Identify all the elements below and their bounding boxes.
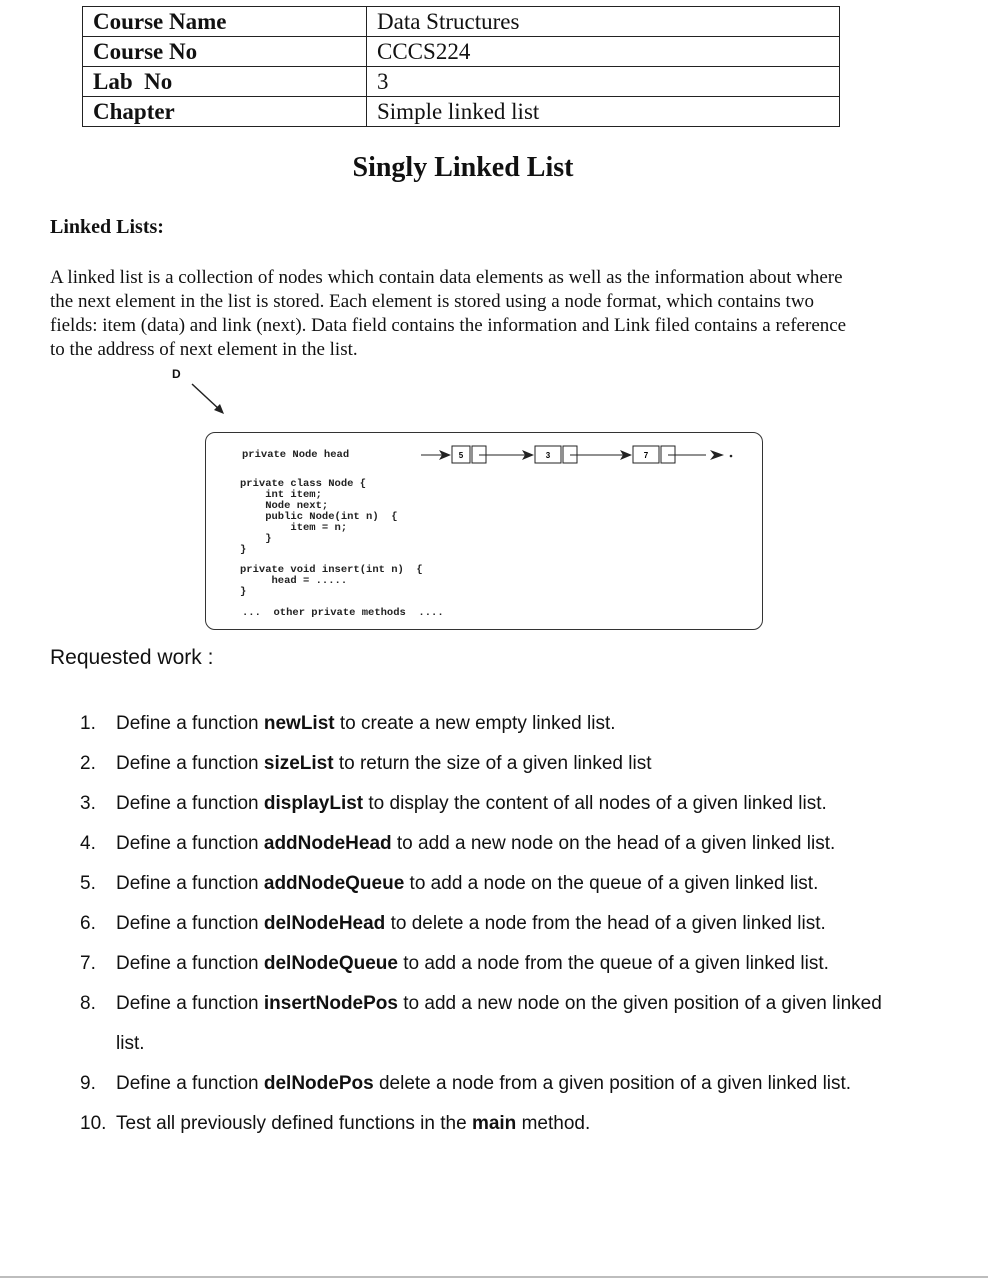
- section-heading: Linked Lists:: [50, 216, 164, 238]
- list-item: 10. Test all previously defined functions in the main method.: [80, 1113, 591, 1134]
- course-info-table: [82, 6, 840, 127]
- other-methods-code: ... other private methods ....: [242, 607, 444, 619]
- list-item: 3. Define a function displayList to display the content of all nodes of a given linked list.: [80, 793, 827, 814]
- course-no-label: Course No: [83, 37, 367, 67]
- intro-paragraph: A linked list is a collection of nodes which contain data elements as well as the information about where the next element in the list is stored. Each element is stored using a node format, which contains two fields: item (data) and link (next). Data field contains the information and Link filed contains a reference to the address of next element in the list.: [50, 267, 847, 360]
- insert-method-code: private void insert(int n) { head = ..... }: [240, 564, 423, 598]
- list-item: 8. Define a function insertNodePos to add a new node on the given position of a given linked list.: [80, 993, 882, 1054]
- table-row: [83, 7, 840, 37]
- task-list: [80, 704, 890, 1144]
- list-item: 2. Define a function sizeList to return the size of a given linked list: [80, 753, 652, 774]
- chapter-label: Chapter: [83, 97, 367, 127]
- course-name-label: Course Name: [83, 7, 367, 37]
- course-no-value: CCCS224: [367, 37, 840, 67]
- null-arrow-icon: [710, 450, 724, 460]
- node-class-code: private class Node { int item; Node next; public Node(int n) { item = n; } }: [240, 478, 398, 556]
- diagram-label: D: [172, 367, 181, 381]
- list-item: 9. Define a function delNodePos delete a node from a given position of a given linked list.: [80, 1073, 852, 1094]
- lab-no-label: Lab No: [83, 67, 367, 97]
- list-item: 1. Define a function newList to create a new empty linked list.: [80, 713, 616, 734]
- table-row: [83, 97, 840, 127]
- table-row: [83, 37, 840, 67]
- list-item: 6. Define a function delNodeHead to delete a node from the head of a given linked list.: [80, 913, 826, 934]
- list-item: 5. Define a function addNodeQueue to add a node on the queue of a given linked list.: [80, 873, 819, 894]
- list-item: 4. Define a function addNodeHead to add a new node on the head of a given linked list.: [80, 833, 836, 854]
- node-3-value: 7: [643, 451, 649, 460]
- chapter-value: Simple linked list: [367, 97, 840, 127]
- list-item: 7. Define a function delNodeQueue to add a node from the queue of a given linked list.: [80, 953, 829, 974]
- head-declaration: private Node head: [242, 449, 350, 461]
- node-2-value: 3: [545, 451, 551, 460]
- code-diagram-box: [205, 432, 763, 630]
- page-bottom-divider: [0, 1276, 988, 1278]
- node-1-value: 5: [458, 451, 464, 460]
- course-name-value: Data Structures: [367, 7, 840, 37]
- page-title: Singly Linked List: [352, 152, 574, 183]
- pointer-arrow-icon: [190, 382, 230, 418]
- requested-work-heading: Requested work :: [50, 646, 214, 669]
- table-row: [83, 67, 840, 97]
- lab-no-value: 3: [367, 67, 840, 97]
